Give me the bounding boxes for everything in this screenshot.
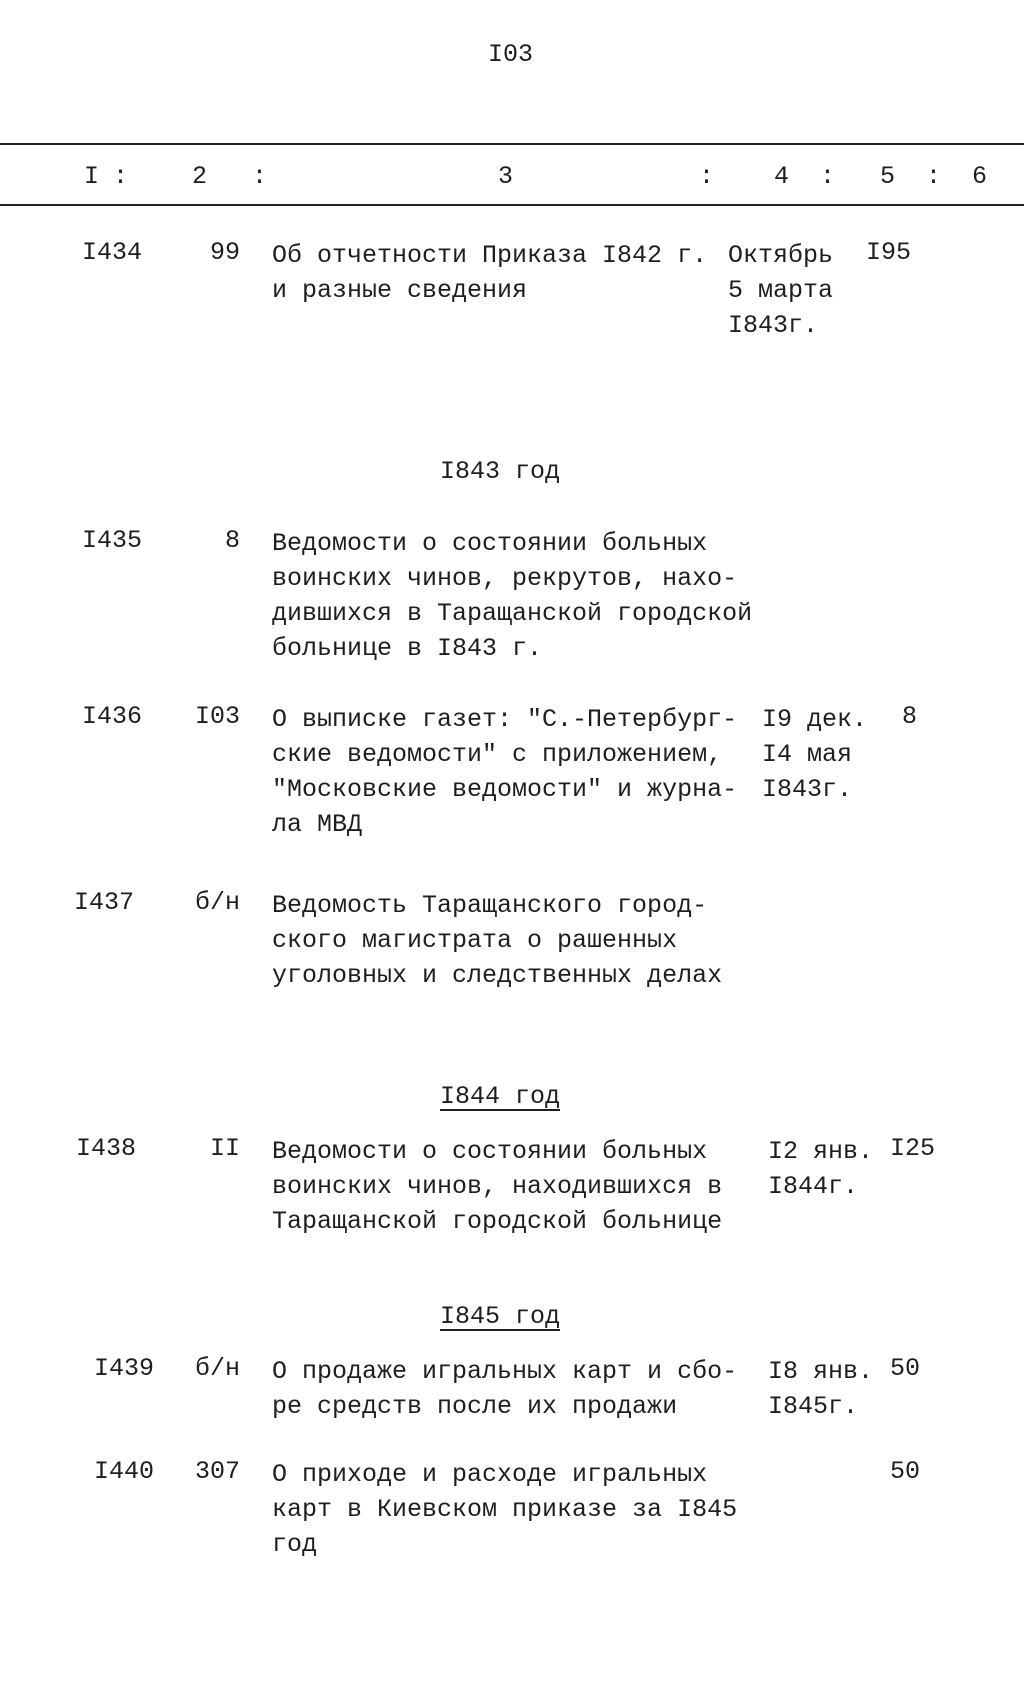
col-header-6: 6 <box>972 162 988 191</box>
header-top-rule <box>0 143 1024 145</box>
sheet-count: I25 <box>890 1134 936 1163</box>
col-separator: : <box>699 162 715 191</box>
header-bottom-rule <box>0 204 1024 206</box>
col-separator: : <box>113 162 129 191</box>
title-line: О приходе и расходе игральных <box>272 1460 708 1489</box>
title-line: ре средств после их продажи <box>272 1392 678 1421</box>
title-line: Ведомости о состоянии больных <box>272 529 708 558</box>
year-heading-1843: I843 год <box>439 457 561 486</box>
sheet-count: 8 <box>902 702 918 731</box>
entry-title <box>272 526 752 666</box>
title-line: ские ведомости" с приложением, <box>272 740 723 769</box>
document-number: б/н <box>194 888 240 917</box>
page-number: I03 <box>488 40 534 69</box>
entry-dates <box>768 1354 873 1424</box>
document-number: 307 <box>194 1457 240 1486</box>
date-line: I843г. <box>762 775 853 804</box>
title-line: ла МВД <box>272 810 363 839</box>
entry-dates <box>762 702 867 807</box>
col-separator: : <box>820 162 836 191</box>
title-line: "Московские ведомости" и журна- <box>272 775 738 804</box>
title-line: воинских чинов, рекрутов, нахо- <box>272 564 738 593</box>
year-heading-1844: I844 год <box>439 1082 561 1111</box>
entry-number: I434 <box>82 238 143 267</box>
entry-title <box>272 1457 737 1562</box>
title-line: О продаже игральных карт и сбо- <box>272 1357 738 1386</box>
title-line: О выписке газет: "С.-Петербург- <box>272 705 738 734</box>
entry-title <box>272 238 707 308</box>
entry-title <box>272 1134 722 1239</box>
title-line: дившихся в Таращанской городской <box>272 599 753 628</box>
entry-number: I439 <box>94 1354 155 1383</box>
title-line: ского магистрата о рашенных <box>272 926 678 955</box>
document-number: II <box>209 1134 240 1163</box>
col-header-2: 2 <box>192 162 208 191</box>
entry-number: I438 <box>76 1134 137 1163</box>
title-line: год <box>272 1530 318 1559</box>
title-line: Ведомости о состоянии больных <box>272 1137 708 1166</box>
date-line: I8 янв. <box>768 1357 874 1386</box>
entry-number: I436 <box>82 702 143 731</box>
date-line: 5 марта <box>728 276 834 305</box>
date-line: Октябрь <box>728 241 834 270</box>
entry-number: I435 <box>82 526 143 555</box>
title-line: воинских чинов, находившихся в <box>272 1172 723 1201</box>
title-line: Таращанской городской больнице <box>272 1207 723 1236</box>
date-line: I844г. <box>768 1172 859 1201</box>
entry-dates <box>728 238 833 343</box>
sheet-count: I95 <box>866 238 912 267</box>
entry-number: I437 <box>74 888 135 917</box>
date-line: I845г. <box>768 1392 859 1421</box>
col-header-4: 4 <box>774 162 790 191</box>
date-line: I2 янв. <box>768 1137 874 1166</box>
date-line: I843г. <box>728 311 819 340</box>
entry-title <box>272 888 722 993</box>
document-number: 99 <box>209 238 240 267</box>
col-header-5: 5 <box>880 162 896 191</box>
entry-title <box>272 702 737 842</box>
col-header-1: I <box>84 162 100 191</box>
document-number: I03 <box>194 702 240 731</box>
document-number: б/н <box>194 1354 240 1383</box>
title-line: уголовных и следственных делах <box>272 961 723 990</box>
title-line: больнице в I843 г. <box>272 634 543 663</box>
date-line: I4 мая <box>762 740 853 769</box>
sheet-count: 50 <box>890 1354 921 1383</box>
title-line: Об отчетности Приказа I842 г. <box>272 241 708 270</box>
entry-title <box>272 1354 737 1424</box>
sheet-count: 50 <box>890 1457 921 1486</box>
document-number: 8 <box>224 526 240 555</box>
date-line: I9 дек. <box>762 705 868 734</box>
entry-number: I440 <box>94 1457 155 1486</box>
entry-dates <box>768 1134 873 1204</box>
col-header-3: 3 <box>498 162 514 191</box>
title-line: Ведомость Таращанского город- <box>272 891 708 920</box>
title-line: и разные сведения <box>272 276 528 305</box>
year-heading-1845: I845 год <box>439 1302 561 1331</box>
col-separator: : <box>252 162 268 191</box>
col-separator: : <box>926 162 942 191</box>
title-line: карт в Киевском приказе за I845 <box>272 1495 738 1524</box>
